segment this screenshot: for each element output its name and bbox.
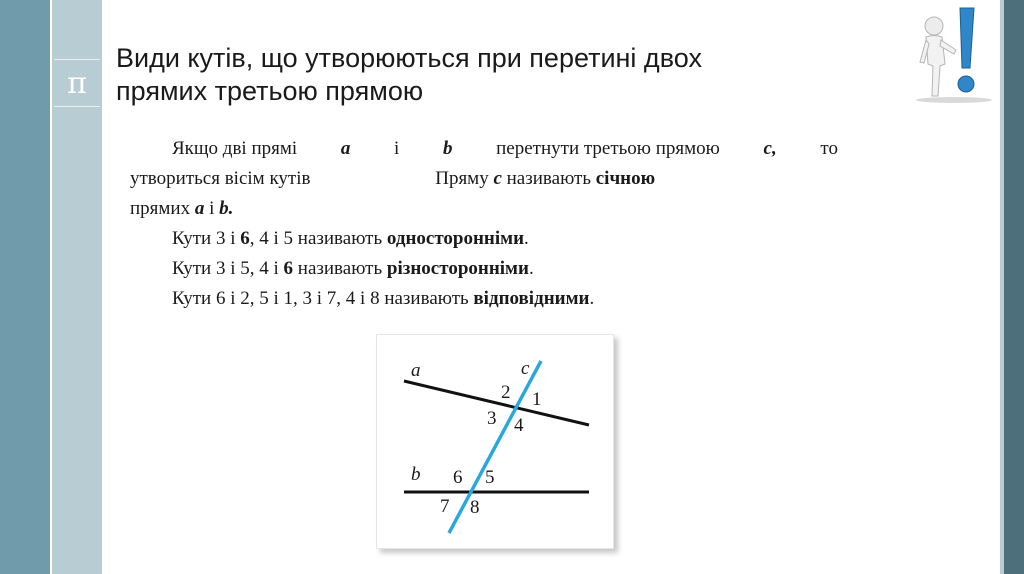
- angle-8: 8: [470, 497, 480, 518]
- text-segment: .: [524, 228, 529, 249]
- var-c: c: [493, 168, 502, 189]
- text-segment: .: [589, 288, 595, 309]
- text-segment: Пряму: [435, 168, 489, 189]
- angle-1: 1: [532, 389, 542, 410]
- text-line-5: [130, 254, 838, 284]
- angle-7: 7: [440, 496, 450, 517]
- angles-diagram: [376, 334, 614, 549]
- angle-number: 6: [283, 258, 294, 279]
- text-segment: .: [528, 258, 534, 279]
- text-segment: , 4 і 5 називають: [249, 228, 383, 249]
- title-line-2: прямих третьою прямою: [116, 76, 424, 106]
- text-segment: називають: [297, 258, 383, 279]
- text-line-6: [130, 284, 838, 314]
- var-b: b.: [219, 198, 234, 219]
- angle-5: 5: [485, 467, 495, 488]
- text-segment: і: [394, 138, 400, 159]
- title-line-1: Види кутів, що утворюються при перетині двох: [116, 43, 702, 73]
- text-line-2: [130, 164, 838, 194]
- angle-4: 4: [514, 415, 524, 436]
- text-line-4: [130, 224, 838, 254]
- line-a: [404, 381, 589, 425]
- pi-symbol: π: [67, 65, 87, 101]
- text-line-3: [130, 194, 838, 224]
- explanation-text: [130, 134, 838, 314]
- angle-2: 2: [501, 382, 511, 403]
- text-segment: перетнути третьою прямою: [496, 138, 720, 159]
- pi-icon: [54, 59, 100, 107]
- label-a: a: [411, 360, 421, 381]
- angle-3: 3: [487, 408, 497, 429]
- term-same-side: односторонніми: [386, 228, 525, 249]
- var-c: c,: [763, 138, 777, 159]
- text-segment: і: [209, 198, 215, 219]
- right-decor-strip-dark: [1004, 0, 1024, 574]
- text-segment: утвориться вісім кутів: [130, 168, 311, 189]
- text-segment: то: [820, 138, 838, 159]
- term-secant: січною: [595, 168, 656, 189]
- label-c: c: [521, 358, 530, 379]
- text-segment: Якщо дві прямі: [172, 138, 298, 159]
- text-segment: Кути 3 і: [172, 228, 236, 249]
- var-b: b: [442, 138, 453, 159]
- slide-title: [116, 42, 896, 108]
- label-b: b: [411, 464, 421, 485]
- text-segment: називають: [506, 168, 591, 189]
- left-decor-strip-dark: [0, 0, 50, 574]
- diagram-svg: [377, 335, 613, 548]
- angle-number: 6: [240, 228, 250, 249]
- var-a: a: [340, 138, 351, 159]
- var-a: a: [194, 198, 205, 219]
- term-alternate: різносторонніми: [386, 258, 529, 279]
- line-c-secant: [449, 361, 541, 533]
- person-with-exclamation-icon: [912, 4, 998, 104]
- text-line-1: [130, 134, 838, 164]
- text-segment: прямих: [130, 198, 191, 219]
- text-segment: Кути 3 і 5, 4 і: [172, 258, 279, 279]
- term-corresponding: відповідними: [473, 288, 590, 309]
- angle-6: 6: [453, 467, 463, 488]
- text-segment: Кути 6 і 2, 5 і 1, 3 і 7, 4 і 8 називають: [172, 288, 469, 309]
